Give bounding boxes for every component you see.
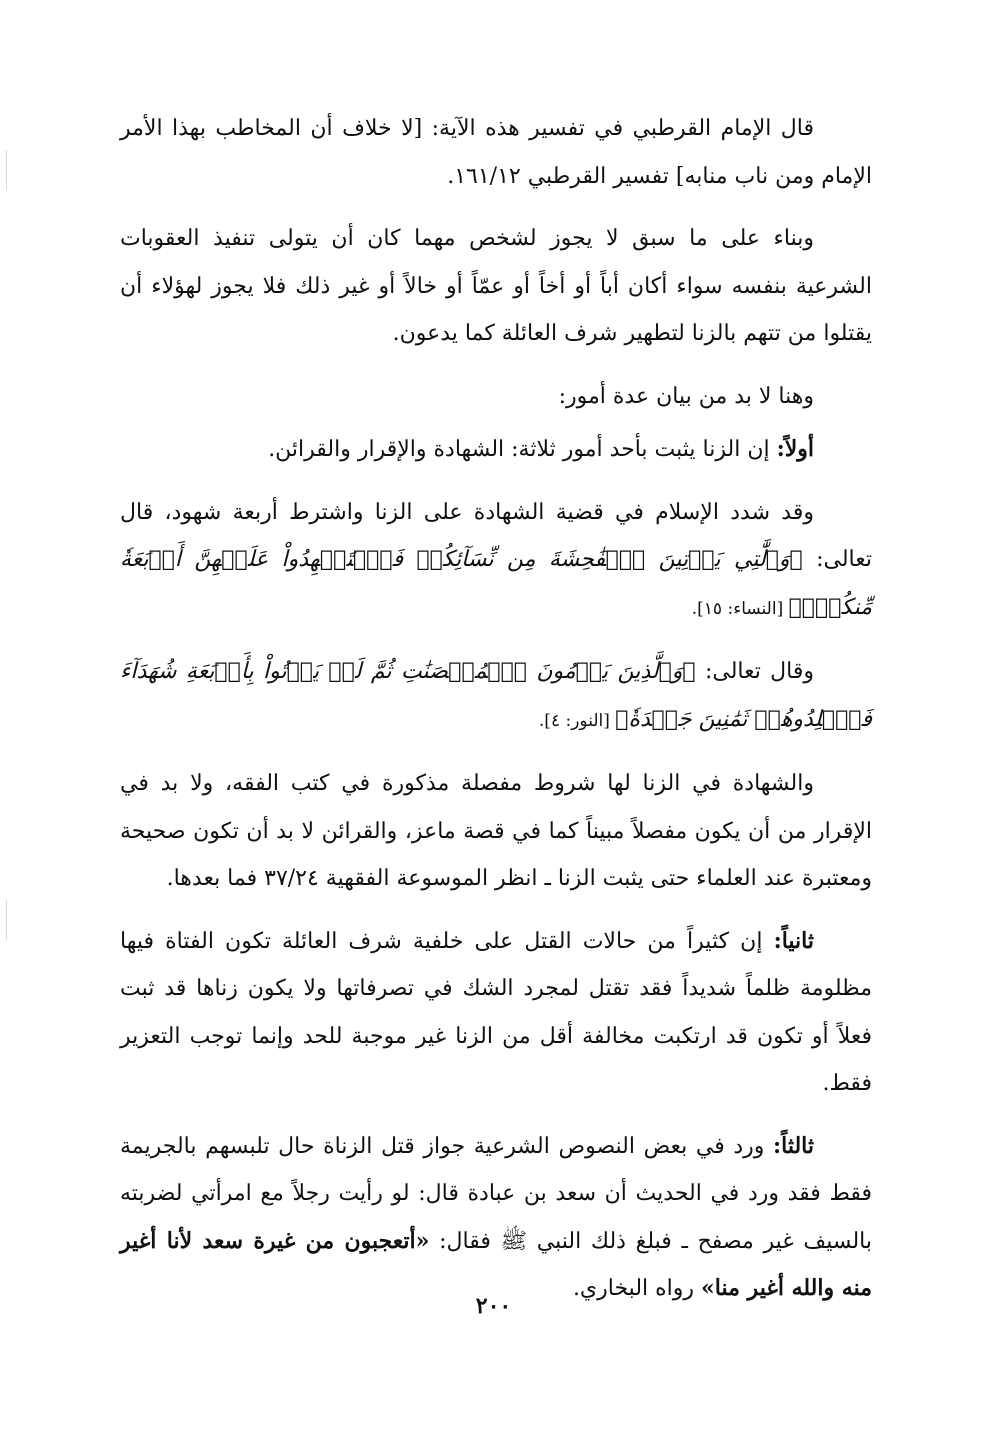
paragraph-intro (120, 373, 872, 421)
paragraph-text: وبناء على ما سبق لا يجوز لشخص مهما كان أن يتولى تنفيذ العقوبات الشرعية بنفسه سواء أكان أباً أو أخاً أو عمّاً أو خالاً أو غير ذلك فلا يجوز لهؤلاء أن يقتلوا من تتهم بالزنا لتطهير شرف العائلة كما يدعون. (120, 226, 872, 346)
paragraph-ruling (120, 215, 872, 358)
paragraph-testimony (120, 489, 872, 634)
third-point-label: ثالثاً: (773, 1132, 814, 1159)
paragraph-text: إن الزنا يثبت بأحد أمور ثلاثة: الشهادة والإقرار والقرائن. (268, 437, 777, 462)
paragraph-text: وقال تعالى: (695, 659, 814, 684)
hadith-quote: «أتعجبون من غيرة سعد لأنا أغير منه والله أغير منا» (120, 1227, 872, 1301)
paragraph-text: إن كثيراً من حالات القتل على خلفية شرف العائلة تكون الفتاة فيها مظلومة ظلماً شديداً فقد تقتل لمجرد الشك في تصرفاتها ولا يكون زناها قد ثبت فعلاً أو تكون قد ارتكبت مخالفة أقل من الزنا غير موجبة للحد وإنما توجب التعزير فقط. (120, 928, 872, 1096)
first-point-label: أولاً: (776, 436, 814, 462)
scan-edge-mark-top (6, 150, 7, 190)
verse-reference-nisa: [النساء: ١٥]. (691, 598, 789, 619)
paragraph-text: ورد في بعض النصوص الشرعية جواز قتل الزناة حال تلبسهم بالجريمة فقط فقد ورد في الحديث أن سعد بن عبادة قال: لو رأيت رجلاً مع امرأتي لضربته بالسيف غير مصفح ـ فبلغ ذلك النبي ﷺ فقال: (120, 1133, 872, 1254)
paragraph-text-end: رواه البخاري. (572, 1276, 702, 1301)
paragraph-conditions (120, 760, 872, 903)
scan-edge-mark-bottom (6, 900, 7, 940)
paragraph-third (120, 1123, 872, 1313)
verse-reference-nur: [النور: ٤]. (538, 710, 616, 731)
paragraph-first (120, 426, 872, 474)
quran-verse-nisa: ﴿وَٱلَّٰتِي يَأۡتِينَ ٱلۡفَٰحِشَةَ مِن نِّسَآئِكُمۡ فَٱسۡتَشۡهِدُواْ عَلَيۡهِنَّ أَرۡبَعَةٗ مِّنكُمۡۖ﴾ (120, 547, 872, 620)
paragraph-text: والشهادة في الزنا لها شروط مفصلة مذكورة في كتب الفقه، ولا بد في الإقرار من أن يكون مفصلاً مبيناً كما في قصة ماعز، والقرائن لا بد أن تكون صحيحة ومعتبرة عند العلماء حتى يثبت الزنا ـ انظر الموسوعة الفقهية ٣٧/٢٤ فما بعدها. (120, 771, 872, 891)
paragraph-text: وقد شدد الإسلام في قضية الشهادة على الزنا واشترط أربعة شهود، قال تعالى: (120, 499, 872, 572)
quran-verse-nur: ﴿وَٱلَّذِينَ يَرۡمُونَ ٱلۡمُحۡصَنَٰتِ ثُمَّ لَمۡ يَأۡتُواْ بِأَرۡبَعَةِ شُهَدَآءَ فَٱجۡلِدُوهُمۡ ثَمَٰنِينَ جَلۡدَةٗ﴾ (120, 659, 872, 732)
paragraph-text: قال الإمام القرطبي في تفسير هذه الآية: [لا خلاف أن المخاطب بهذا الأمر الإمام ومن ناب منابه] تفسير القرطبي ١٦١/١٢. (120, 116, 872, 189)
paragraph-qurtubi (120, 105, 872, 200)
paragraph-text: وهنا لا بد من بيان عدة أمور: (558, 383, 814, 409)
page-body (120, 105, 872, 1328)
page-number: ٢٠٠ (475, 1293, 512, 1319)
paragraph-second (120, 918, 872, 1108)
second-point-label: ثانياً: (773, 927, 814, 954)
paragraph-nur (120, 648, 872, 745)
